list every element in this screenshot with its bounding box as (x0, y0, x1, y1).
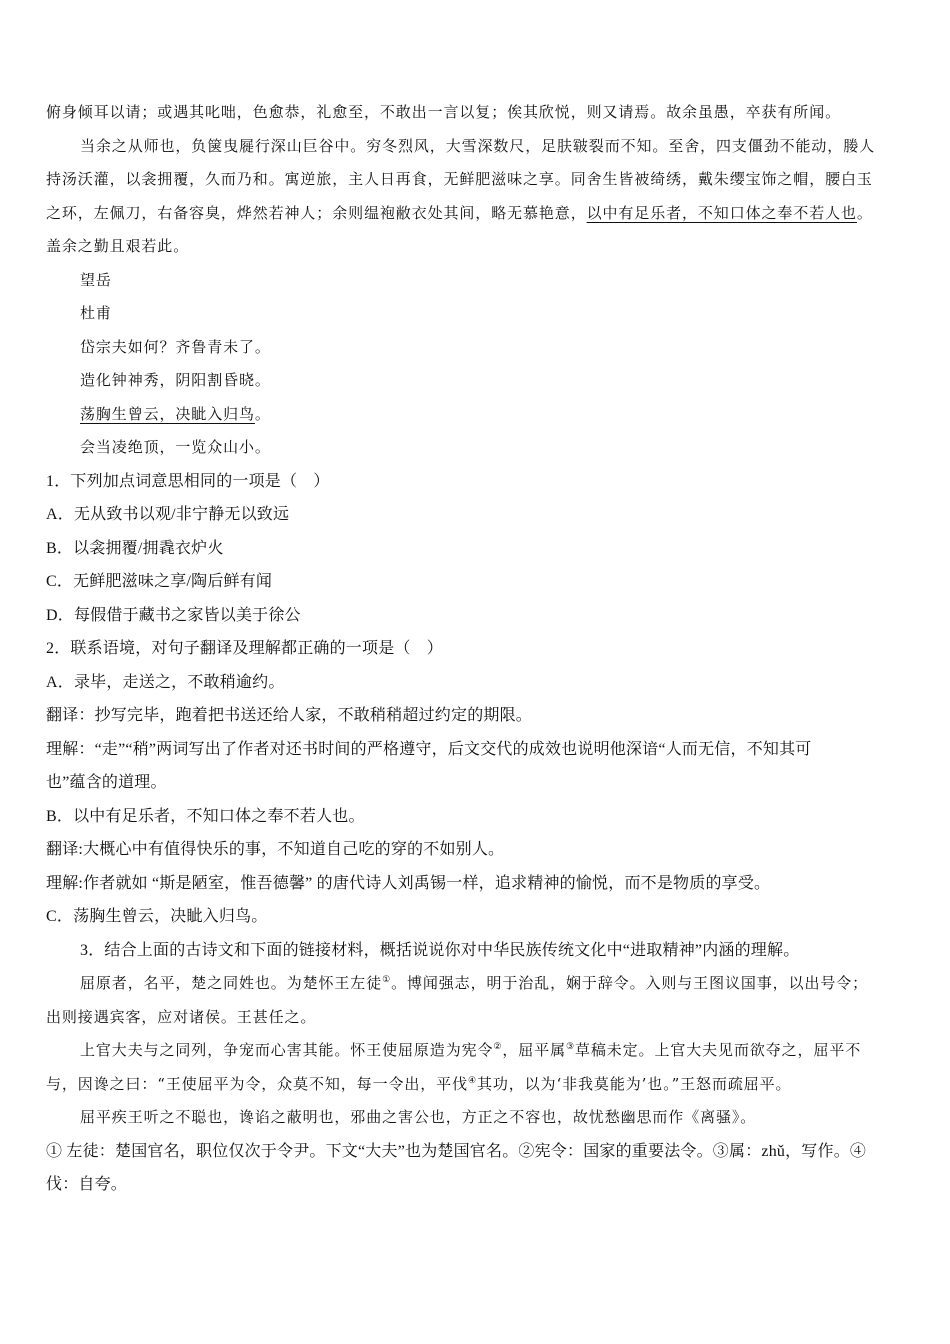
material-line (46, 1068, 908, 1102)
material-line (46, 1034, 908, 1068)
question-2-option-b: B．以中有足乐者，不知口体之奉不若人也。 (46, 807, 365, 825)
material-text: ，屈平属 (502, 1041, 566, 1059)
passage-line: 盖余之勤且艰若此。 (46, 237, 190, 255)
question-2-a-understanding: 理解：“走”“稍”两词写出了作者对还书时间的严格遵守，后文交代的成效也说明他深谙“人而无信，不知其可 (46, 740, 812, 758)
passage-text: 之环，左佩刀，右备容臭，烨然若神人；余则缊袍敝衣处其间，略无慕艳意， (46, 203, 587, 222)
passage-line: 当余之从师也，负箧曳屣行深山巨谷中。穷冬烈风，大雪深数尺，足肤皲裂而不知。至舍，四支僵劲不能动，媵人 (80, 136, 876, 155)
poem-title: 望岳 (80, 270, 112, 289)
material-text: 其功，以为‘非我莫能为’也。”王怒而疏屈平。 (476, 1074, 792, 1093)
footnote-marker: ④ (467, 1075, 477, 1086)
question-1-option-a: A．无从致书以观/非宁静无以致远 (46, 506, 290, 523)
material-line (46, 967, 908, 1001)
poem-author: 杜甫 (80, 304, 112, 322)
material-text: 屈原者，名平，楚之同姓也。为楚怀王左徒 (80, 974, 383, 992)
poem-line (46, 398, 908, 432)
footnote-marker: ① (382, 975, 392, 985)
question-2-option-c: C．荡胸生曾云，决眦入归鸟。 (46, 908, 268, 925)
passage-line: 俯身倾耳以请；或遇其叱咄，色愈恭，礼愈至，不敢出一言以复；俟其欣悦，则又请焉。故余虽愚，卒获有所闻。 (46, 103, 842, 121)
question-1-stem: 1．下列加点词意思相同的一项是（ ） (46, 472, 330, 490)
document-page (46, 96, 908, 1202)
punctuation: 。 (856, 203, 873, 222)
poem-line: 岱宗夫如何？齐鲁青未了。 (80, 337, 271, 356)
question-2-option-a: A．录毕，走送之，不敢稍逾约。 (46, 673, 285, 691)
question-2-b-translation: 翻译:大概心中有值得快乐的事，不知道自己吃的穿的不如别人。 (46, 841, 505, 858)
material-text: 与，因谗之曰：“王使屈平为令，众莫不知，每一令出，平伐 (46, 1074, 468, 1093)
notes-line: 伐：自夸。 (46, 1176, 128, 1193)
footnote-marker: ② (493, 1042, 503, 1052)
question-1-option-d: D．每假借于藏书之家皆以美于徐公 (46, 606, 301, 624)
material-text: 草稿未定。上官大夫见而欲夺之，屈平不 (574, 1041, 862, 1059)
material-line: 屈平疾王听之不聪也，谗谄之蔽明也，邪曲之害公也，方正之不容也，故忧愁幽思而作《离骚》。 (80, 1108, 757, 1126)
question-2-b-understanding: 理解:作者就如 “斯是陋室，惟吾德馨” 的唐代诗人刘禹锡一样，追求精神的愉悦，而不是物质的享受。 (46, 874, 771, 892)
poem-line: 会当凌绝顶，一览众山小。 (80, 438, 271, 456)
underlined-poem-line: 荡胸生曾云，决眦入归鸟 (80, 404, 255, 423)
material-text: 。博闻强志，明于治乱，娴于辞令。入则与王图议国事，以出号令； (391, 974, 869, 992)
footnote-marker: ③ (565, 1042, 575, 1052)
passage-line: 持汤沃灌，以衾拥覆，久而乃和。寓逆旅，主人日再食，无鲜肥滋味之享。同舍生皆被绮绣，戴朱缨宝饰之帽，腰白玉 (46, 170, 873, 188)
underlined-sentence: 以中有足乐者，不知口体之奉不若人也 (586, 203, 857, 222)
material-text: 上官大夫与之同列，争宠而心害其能。怀王使屈原造为宪令 (80, 1041, 494, 1059)
punctuation: 。 (254, 404, 271, 423)
poem-line: 造化钟神秀，阴阳割昏晓。 (80, 371, 271, 389)
question-1-option-c: C．无鲜肥滋味之享/陶后鲜有闻 (46, 573, 273, 590)
question-2-a-understanding-cont: 也”蕴含的道理。 (46, 774, 167, 791)
question-2-stem: 2．联系语境，对句子翻译及理解都正确的一项是（ ） (46, 640, 444, 657)
passage-line (46, 197, 908, 231)
question-2-a-translation: 翻译：抄写完毕，跑着把书送还给人家，不敢稍稍超过约定的期限。 (46, 707, 533, 724)
material-line: 出则接遇宾客，应对诸侯。王甚任之。 (46, 1007, 317, 1026)
question-1-option-b: B．以衾拥覆/拥毳衣炉火 (46, 539, 224, 557)
notes-line: ① 左徒：楚国官名，职位仅次于令尹。下文“大夫”也为楚国官名。②宪令：国家的重要法令。③属：zhǔ，写作。④ (46, 1142, 867, 1160)
question-3-stem: 3．结合上面的古诗文和下面的链接材料，概括说说你对中华民族传统文化中“进取精神”内涵的理解。 (80, 941, 800, 959)
